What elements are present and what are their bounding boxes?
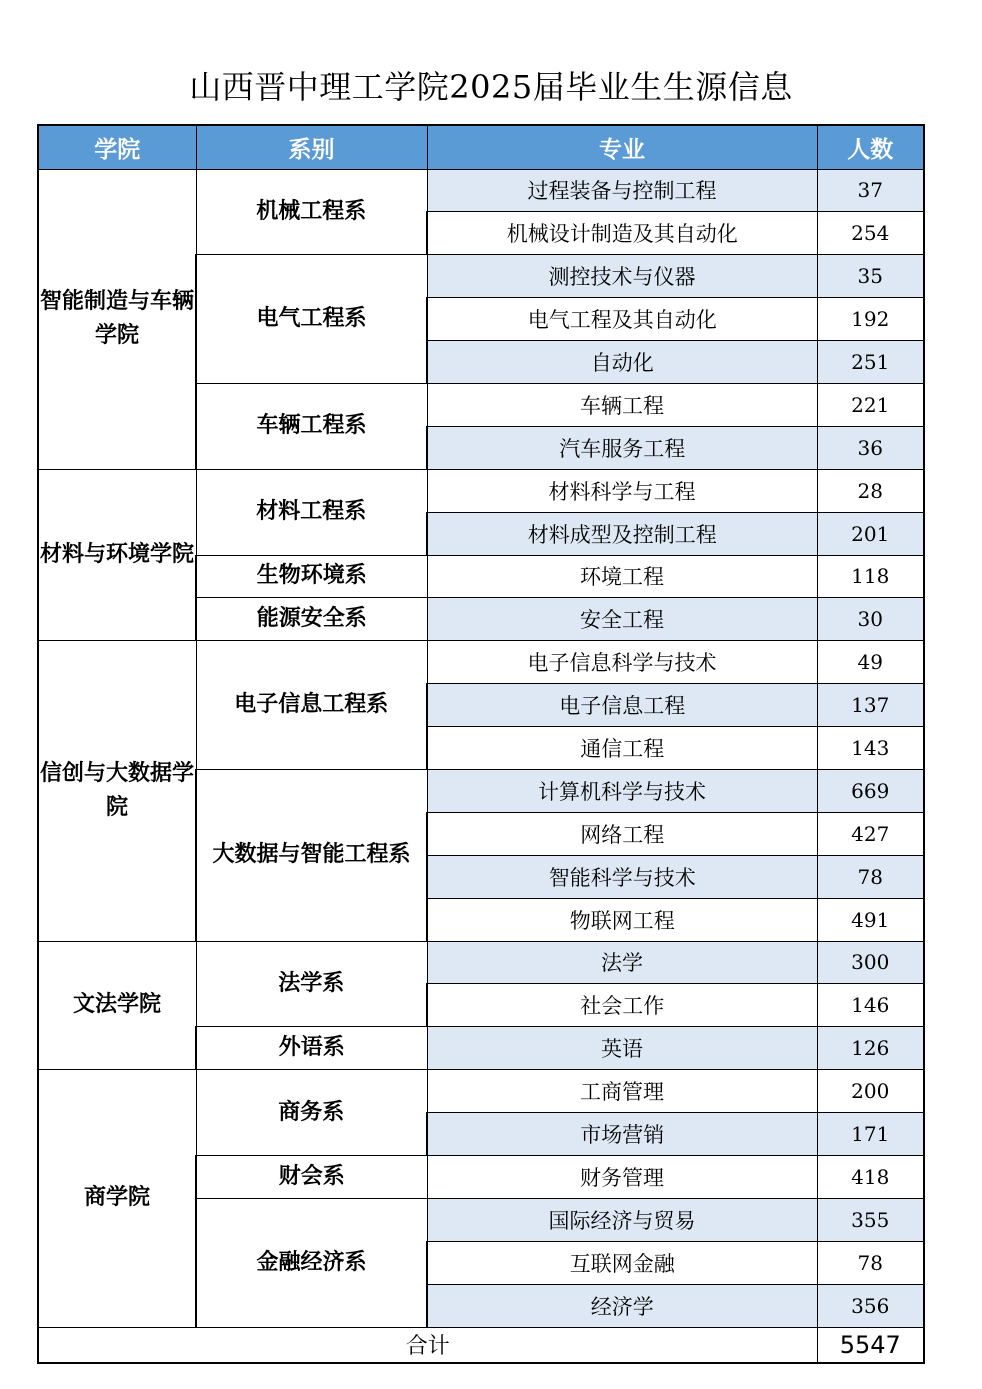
major-cell: 财务管理	[427, 1155, 817, 1198]
count-cell: 192	[817, 298, 924, 341]
total-count: 5547	[817, 1327, 924, 1363]
major-cell: 互联网金融	[427, 1241, 817, 1284]
major-cell: 电子信息工程	[427, 684, 817, 727]
count-cell: 146	[817, 984, 924, 1027]
department-cell: 法学系	[196, 941, 427, 1027]
count-cell: 201	[817, 512, 924, 555]
count-cell: 36	[817, 426, 924, 469]
count-cell: 171	[817, 1113, 924, 1156]
column-header-college: 学院	[38, 125, 196, 169]
major-cell: 经济学	[427, 1284, 817, 1327]
count-cell: 35	[817, 255, 924, 298]
column-header-department: 系别	[196, 125, 427, 169]
major-cell: 通信工程	[427, 727, 817, 770]
count-cell: 355	[817, 1198, 924, 1241]
department-cell: 能源安全系	[196, 598, 427, 641]
count-cell: 254	[817, 212, 924, 255]
count-cell: 200	[817, 1070, 924, 1113]
department-cell: 生物环境系	[196, 555, 427, 598]
department-cell: 电子信息工程系	[196, 641, 427, 770]
major-cell: 车辆工程	[427, 383, 817, 426]
college-cell: 材料与环境学院	[38, 469, 196, 641]
college-cell: 智能制造与车辆学院	[38, 169, 196, 469]
graduate-source-table	[37, 124, 925, 1364]
count-cell: 427	[817, 812, 924, 855]
table-row	[38, 941, 924, 984]
count-cell: 491	[817, 898, 924, 941]
department-cell: 车辆工程系	[196, 383, 427, 469]
department-cell: 金融经济系	[196, 1198, 427, 1327]
major-cell: 环境工程	[427, 555, 817, 598]
major-cell: 社会工作	[427, 984, 817, 1027]
major-cell: 电气工程及其自动化	[427, 298, 817, 341]
count-cell: 251	[817, 341, 924, 384]
department-cell: 电气工程系	[196, 255, 427, 384]
major-cell: 计算机科学与技术	[427, 769, 817, 812]
count-cell: 300	[817, 941, 924, 984]
major-cell: 安全工程	[427, 598, 817, 641]
table-row	[38, 169, 924, 212]
count-cell: 118	[817, 555, 924, 598]
count-cell: 221	[817, 383, 924, 426]
table-header-row	[38, 125, 924, 169]
department-cell: 材料工程系	[196, 469, 427, 555]
department-cell: 机械工程系	[196, 169, 427, 255]
count-cell: 37	[817, 169, 924, 212]
table-row	[38, 641, 924, 684]
college-cell: 信创与大数据学院	[38, 641, 196, 941]
major-cell: 机械设计制造及其自动化	[427, 212, 817, 255]
major-cell: 智能科学与技术	[427, 855, 817, 898]
major-cell: 市场营销	[427, 1113, 817, 1156]
major-cell: 自动化	[427, 341, 817, 384]
table-row	[38, 1070, 924, 1113]
count-cell: 30	[817, 598, 924, 641]
count-cell: 356	[817, 1284, 924, 1327]
major-cell: 物联网工程	[427, 898, 817, 941]
total-label: 合计	[38, 1327, 817, 1363]
major-cell: 国际经济与贸易	[427, 1198, 817, 1241]
count-cell: 28	[817, 469, 924, 512]
column-header-count: 人数	[817, 125, 924, 169]
department-cell: 财会系	[196, 1155, 427, 1198]
department-cell: 商务系	[196, 1070, 427, 1156]
column-header-major: 专业	[427, 125, 817, 169]
college-cell: 商学院	[38, 1070, 196, 1327]
major-cell: 网络工程	[427, 812, 817, 855]
major-cell: 英语	[427, 1027, 817, 1070]
count-cell: 78	[817, 855, 924, 898]
count-cell: 78	[817, 1241, 924, 1284]
major-cell: 材料科学与工程	[427, 469, 817, 512]
major-cell: 过程装备与控制工程	[427, 169, 817, 212]
count-cell: 49	[817, 641, 924, 684]
page-title: 山西晋中理工学院2025届毕业生生源信息	[189, 68, 793, 106]
department-cell: 大数据与智能工程系	[196, 769, 427, 941]
count-cell: 137	[817, 684, 924, 727]
major-cell: 材料成型及控制工程	[427, 512, 817, 555]
count-cell: 418	[817, 1155, 924, 1198]
major-cell: 法学	[427, 941, 817, 984]
major-cell: 汽车服务工程	[427, 426, 817, 469]
count-cell: 143	[817, 727, 924, 770]
count-cell: 126	[817, 1027, 924, 1070]
department-cell: 外语系	[196, 1027, 427, 1070]
major-cell: 测控技术与仪器	[427, 255, 817, 298]
total-row	[38, 1327, 924, 1363]
table-row	[38, 469, 924, 512]
college-cell: 文法学院	[38, 941, 196, 1070]
count-cell: 669	[817, 769, 924, 812]
major-cell: 工商管理	[427, 1070, 817, 1113]
major-cell: 电子信息科学与技术	[427, 641, 817, 684]
